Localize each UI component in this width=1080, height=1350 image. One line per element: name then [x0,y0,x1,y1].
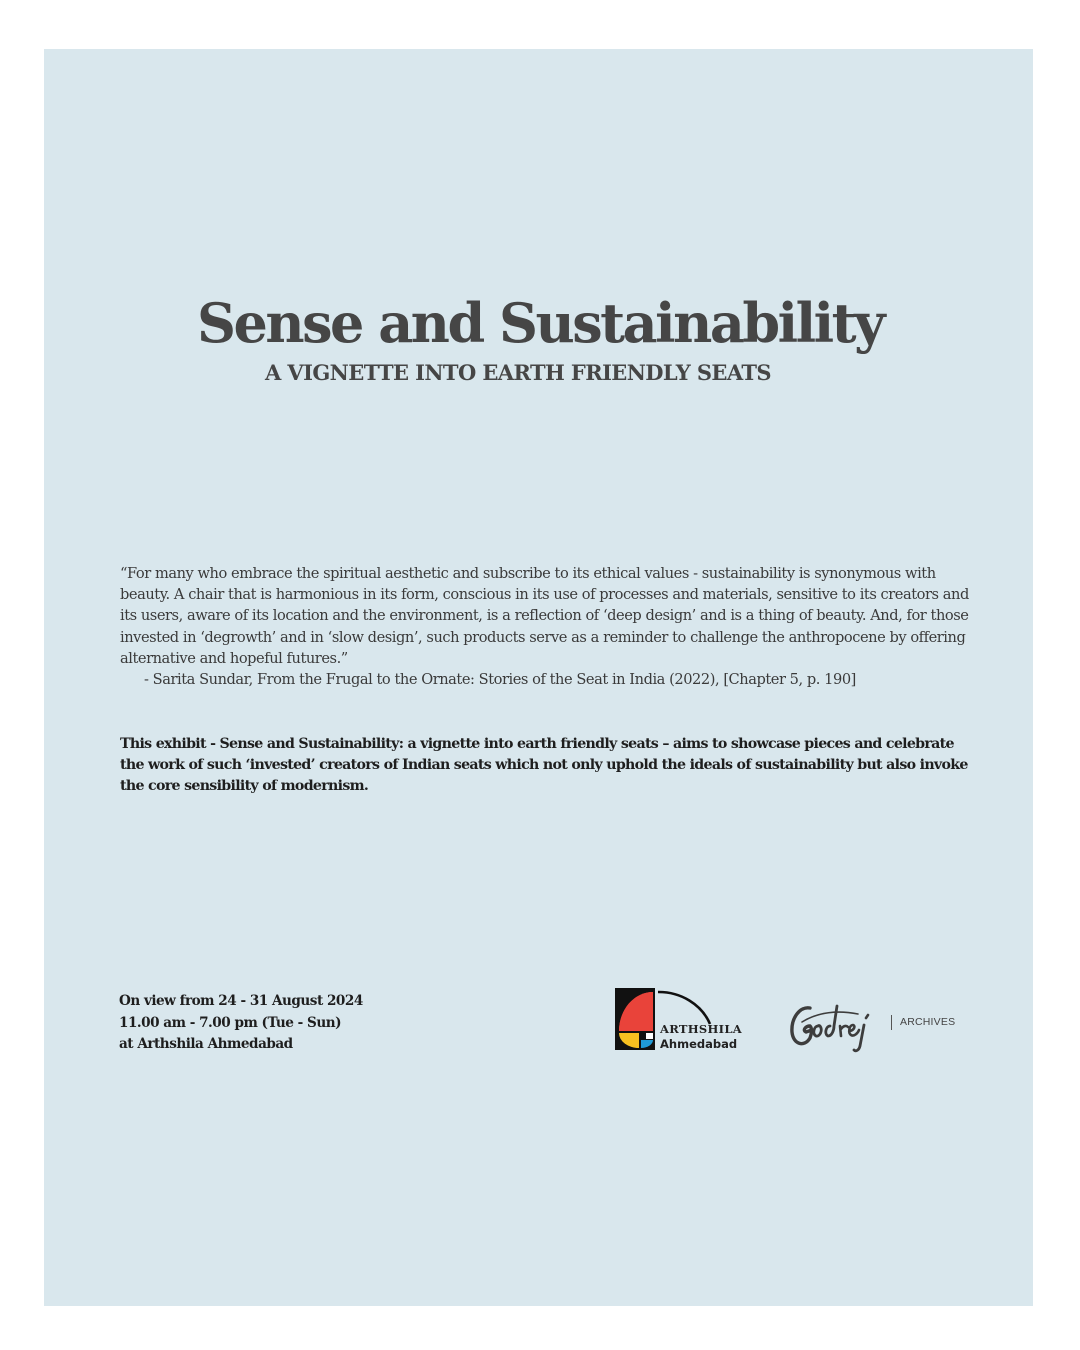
arthshila-name: ARTHSHILA [660,1022,742,1036]
archives-divider [891,1015,892,1030]
event-dates: On view from 24 - 31 August 2024 [119,993,363,1009]
arthshila-logo-white-square [646,1033,653,1039]
event-info [119,991,419,1056]
page-title: Sense and Sustainability [197,291,883,355]
exhibit-description: This exhibit - Sense and Sustainability: a vignette into earth friendly seats – aims to showcase pieces and celebrate the work of such ‘invested’ creators of Indian seats which not only uphold the ideals of sustainability but also invoke the core sensibility of modernism. [120,736,968,795]
godrej-archives-label: ARCHIVES [900,1016,956,1028]
event-venue: at Arthshila Ahmedabad [119,1036,293,1052]
quote-attribution: - Sarita Sundar, From the Frugal to the Ornate: Stories of the Seat in India (2022), [Chapter 5, p. 190] [144,671,856,688]
event-hours: 11.00 am - 7.00 pm (Tue - Sun) [119,1014,342,1031]
arthshila-logo-arc [658,992,710,1024]
arthshila-city: Ahmedabad [660,1037,738,1051]
quote-block [120,563,970,669]
page-subtitle: A VIGNETTE INTO EARTH FRIENDLY SEATS [265,360,771,385]
quote-text: “For many who embrace the spiritual aesthetic and subscribe to its ethical values - sustainability is synonymous with beauty. A chair that is harmonious in its form, conscious in its use of processes and materials, sensitive to its creators and its users, aware of its location and the environment, is a reflection of ‘deep design’ and is a thing of beauty. And, for those invested in ‘degrowth’ and in ‘slow design’, such products serve as a reminder to challenge the anthropocene by offering alternative and hopeful futures.” [120,565,969,667]
godrej-logo [788,1000,880,1054]
